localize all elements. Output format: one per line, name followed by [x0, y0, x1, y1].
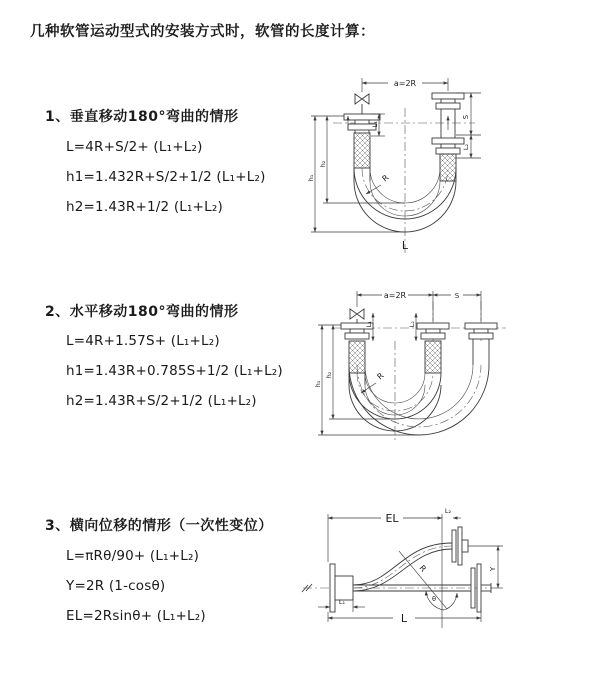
- dim-s-label: S: [454, 292, 460, 300]
- dim-l-label: L: [400, 612, 408, 625]
- dim-s-label: S: [462, 114, 470, 120]
- dim-h2-label: h₂: [319, 160, 327, 168]
- page-title: 几种软管运动型式的安装方式时，软管的长度计算：: [30, 24, 375, 40]
- upper-flange-assembly: [452, 527, 468, 565]
- dim-y-label: Y: [489, 566, 497, 572]
- radius-label: R: [417, 563, 428, 574]
- section-2-heading: 2、水平移动180°弯曲的情形: [45, 304, 239, 320]
- dim-a-label: a=2R: [383, 291, 407, 300]
- length-label: L: [401, 239, 409, 252]
- dimension-l1: [318, 596, 365, 612]
- radius-construction: [399, 551, 447, 609]
- dim-l1-label: L₁: [365, 321, 373, 328]
- dim-l1-label: L₁: [371, 121, 379, 128]
- right-pipe-assembly: [432, 93, 464, 181]
- angle-theta-label: θ: [432, 595, 436, 603]
- angle-theta: [426, 591, 457, 610]
- diagram-vertical-180-bend: [305, 68, 595, 268]
- dimension-l2: [434, 507, 461, 518]
- section-1-formula-h1: h1=1.432R+S/2+1/2 (L₁+L₂): [66, 169, 266, 185]
- dimension-a-2r-s: [357, 291, 481, 321]
- valve-icon: [355, 94, 369, 114]
- dim-l2-label: L₂: [444, 507, 452, 515]
- section-1-heading: 1、垂直移动180°弯曲的情形: [45, 109, 239, 125]
- dimension-l: [328, 608, 481, 625]
- radius-label: R: [380, 173, 391, 184]
- hose-s-curve: [353, 543, 452, 591]
- dim-l1-label: L₁: [338, 598, 346, 606]
- section-3-formula-length: L=πRθ/90+ (L₁+L₂): [66, 548, 200, 564]
- section-1-formula-length: L=4R+S/2+ (L₁+L₂): [66, 139, 203, 155]
- diagram-horizontal-180-bend: [310, 283, 600, 463]
- dim-h1-label: h₁: [314, 380, 322, 388]
- radius-label: R: [375, 371, 386, 382]
- section-3-heading: 3、横向位移的情形（一次性变位）: [45, 518, 273, 534]
- diagram-lateral-displacement: [295, 500, 600, 650]
- section-2-formula-h2: h2=1.43R+S/2+1/2 (L₁+L₂): [66, 393, 257, 409]
- middle-pipe-assembly: [417, 323, 449, 373]
- section-3-formula-y: Y=2R (1-cosθ): [66, 578, 166, 594]
- dim-l2-label: L₂: [462, 143, 470, 151]
- dimension-l1-l2: [365, 313, 416, 341]
- dim-a-label: a=2R: [393, 79, 417, 88]
- right-pipe-assembly: [465, 323, 497, 365]
- dim-l2-label: L₂: [408, 321, 416, 328]
- valve-icon: [350, 309, 364, 323]
- dim-h1-label: h₁: [307, 174, 315, 182]
- dimension-a-2r: [362, 78, 448, 92]
- dim-el-label: EL: [385, 512, 399, 525]
- dim-h2-label: h₂: [325, 371, 333, 379]
- right-flange-assembly: [471, 564, 491, 612]
- section-2-formula-h1: h1=1.43R+0.785S+1/2 (L₁+L₂): [66, 363, 283, 379]
- section-1-formula-h2: h2=1.43R+1/2 (L₁+L₂): [66, 199, 223, 215]
- section-3-formula-el: EL=2Rsinθ+ (L₁+L₂): [66, 608, 206, 624]
- section-2-formula-length: L=4R+1.57S+ (L₁+L₂): [66, 333, 220, 349]
